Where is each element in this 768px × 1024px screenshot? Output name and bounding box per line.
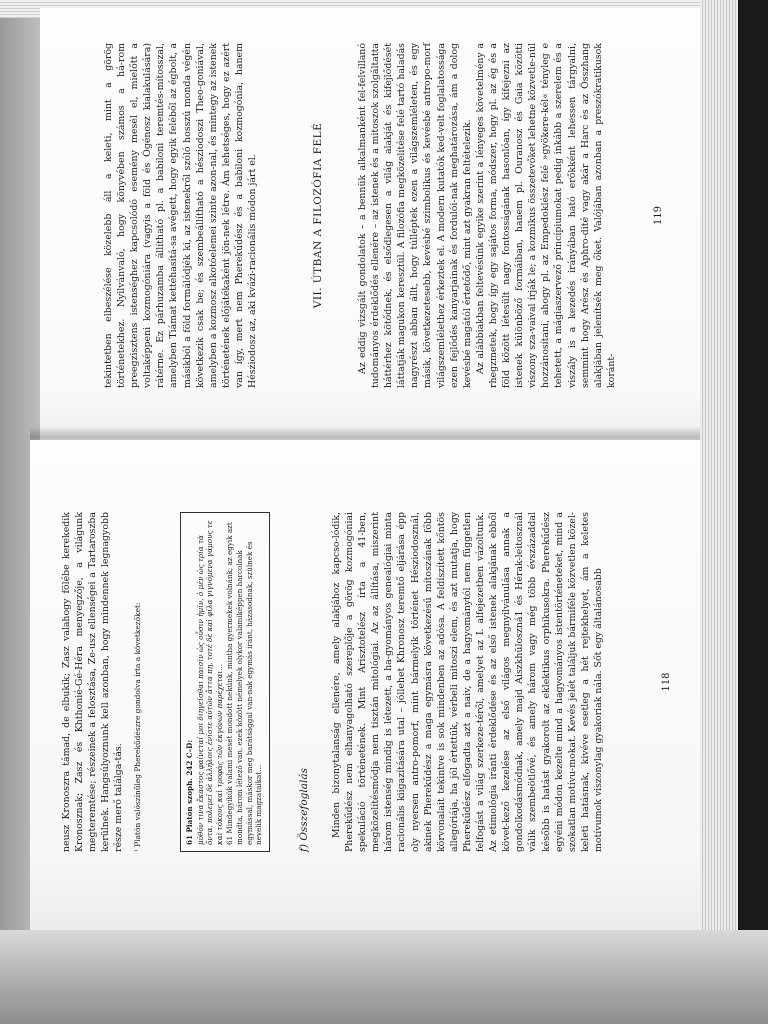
footnote: ¹ Platón valószínűleg Pherekűdészre gondolva írta a következőket: [133, 602, 143, 852]
left-top-paragraph: neusz Kronoszra támad, de elbukik; Zasz valahogy fölébe kerekedik Kronosznak; Zasz és Khthonié-Gé-Héra menyegzője, a világunk megteremtése; részeinek a felosztása, Ze-usz ellenségei a Tartaroszba kerülnek. Hangsúlyoznunk kell azonban, hogy mindennek legnagyobb része merő találga-tás. [61, 512, 125, 852]
page-content-left [30, 450, 700, 910]
book-page-left [30, 440, 700, 930]
page-number-left: 118 [661, 672, 672, 692]
summary-paragraph: Minden bizonytalanság ellenére, amely alakjához kapcso-lódik, Pherekűdész nem elhanyagolható szereplője a görög kozmogóniai spekuláció történetének. Mint Arisztotelész írta a 41-ben, megközelítésmódja nem tisztán mitológiai. Az az állítása, miszerint három istenség mindig is létezett, a ha-gyományos genealógiai minta racionális kiigazítására utal – jóllehet Khronosz teremtő eljárása épp oly nyersen antro-pomorf, mint bármelyik történet Hésziodosznál, akinek Pherekűdész a maga egymásra következésű mítoszának főbb körvonalait tekintve is sok mindenben az adósa. A feldíszített kőntös allegóriája, ha jól értettük, vérbeli mitoszi elem, és azt mutatja, hogy Pherekűdész elfogadta azt a naiv, de a hagyománytól nem független felfogást a világ szerkeze-téről, amelyet az I. alfejezetben vázoltunk. Az etimológia iránti érdeklődése és az első istenek alakjának ebből követ-kező kezelése az első világos megnyilvánulása annak a gondolkodásmódnak, amely majd Aiszkhüloszná1 és Hérak-leitosznál válik szembeötlővé, és amely három vagy még több évszázaddal később is hatást gyakorolt az eklektikus orphikusokra. Pherekűdész egyéni módon kezelte mind a hagyományos istentörténeteket, mind a szokatlan motívu-mokat. Kevés jelét találjuk bármiféle közvetlen közel-keleti hatásnak, kivéve esetleg a hét rejtekhelyet, ám a keletes motívumok viszonylag gyakoriak nála. Sőt egy általánosabb [331, 512, 604, 852]
book-page-right [40, 8, 700, 440]
quote-reference: 61 Platón szoph. 242 C–D: [185, 739, 194, 845]
chapter-title: VII. ÚTBAN A FILOZÓFIA FELÉ [312, 122, 324, 309]
quote-translation: 61 Mindegyikük valami mesét mondott nekünk, mintha gyermekek volnánk; az egyik azt mondta, három létező van, ezek között némelyek olykor valamiképpen harcolnak egymással, máskor meg barátsággal van-nak egymás iránt, házasodnak, szülnek és nevelik magzataikat... [225, 522, 264, 845]
dark-background-edge [738, 0, 768, 1024]
page-content-right [40, 18, 700, 428]
section-subheading: f) Összefoglalás [298, 767, 310, 852]
chapter-paragraph-1: Az eddig vizsgált gondolatok – a bennük alkalmanként fel-felvillanó tudományos érdeklődés ellenére – az istenek és a mitoszok szolgáltatta háttérhez kötődnek, és elsődlegesen a világ alakját és kifejlődését láttatják magukon keresztül. A filozófia megközelítése felé tartó haladás nagyrészt abban állt, hogy túlléptek ezen a világszemléleten, és egy másik, következetesebb, kevésbé szimbolikus és kevésbé antropo-morf világszemlélethez érkeztek el. A modern kutatók ked-velt foglalatossága ezen fejlődés kanyarjainak és fordulói-nak meghatározása, ám a dolog kevésbé magától értetődő, mint azt gyakran feltételezik. [357, 43, 473, 388]
right-top-paragraph: tekintetben elbeszélése közelebb áll a keleti, mint a görög történetekhez. Nyilvánvaló, hogy könyvében számos a há-rom preegzisztens istenséghez kapcsolódó esemény mesél el, mielőtt a voltaképpeni kozmogóniára (vagyis a föld és Ógénosz kialakulására) rátérne. Ez párhuzamba állítható pl. a babiloni teremtés-mítosszal, amelyben Tiámat kettéhasítá-sa avégett, hogy egyik feléből az égbolt, a másikból a föld formálódjék ki, az istenekről szóló hosszú monda végén következik csak be; és szembeállítható a hésziodoszi Theo-goniával, amelyben a kozmosz alkotóelemei szinte azon-nal, és mintegy az istenek történetének előjátékaként jön-nek létre. Ám lehetséges, hogy ez azért van így, mert nem Pherekűdész és a babiloni kozmogónia, hanem Hésziodosz az, aki kvázi-racionális módon járt el. [103, 43, 259, 388]
quotation-box [180, 512, 270, 852]
quote-greek: μῦθόν τινα ἕκαστος φαίνεταί μοι διηγεῖσθαι παισὶν ὡς οὖσιν ἡμῖν, ὁ μὲν ὡς τρία τὰ ὄντα, πολεμεῖ δὲ ἀλλήλοις ἐνίοτε αὐτῶν ἄττα πῃ, τοτὲ δὲ καὶ φίλα γιγνόμενα γάμους τε καὶ τόκους καὶ τροφὰς τῶν ἐκγόνων παρέχεται... [195, 520, 224, 845]
page-number-right: 119 [653, 205, 664, 226]
chapter-paragraph-2: Az alábbiakban feltevésünk egyike szerint a lényeges követelmény a rhegzmetek, hogy így egy sajátos forma, módszer, hogy pl. az ég és a föld között létesült nagy fontosságának hasonlóan, így kifejezni az istenek különböző formáiban, hanem pl. Ouranosz és Gaia közötti viszony sza-vaival írják le; a kozmikus összetevőket lehetne közvetle-nül hozzánosítani, ahogy pl. az Empedoklész felé »gyökere-kél« tényleg e tehetett, a mágiaszervező princípiumokat pedig inkább a szerelem és a viszály is a kezedés irányában ható erőkként lehessen tárgyalni, semmint hogy Arész és Aphro-dité vagy akár a Harc és az Összhang alakjában jelenítsék meg őket. Valójában azonban a preszókratikusok koránt- [474, 43, 617, 388]
book-bottom-edge [0, 930, 768, 1024]
page-stack-side [700, 0, 738, 930]
